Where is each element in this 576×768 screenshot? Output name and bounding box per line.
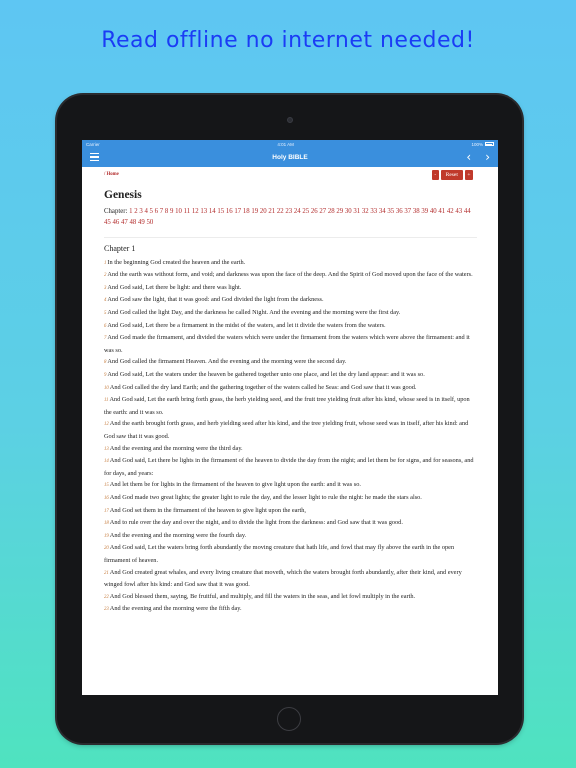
camera-icon	[287, 117, 293, 123]
verse-text: And God said, Let there be light: and there was light.	[107, 283, 242, 291]
verse	[104, 505, 477, 518]
chapter-link[interactable]: 38	[412, 208, 420, 215]
chapter-link[interactable]: 35	[387, 208, 395, 215]
verse	[104, 567, 477, 591]
chapter-link[interactable]: 17	[234, 208, 242, 215]
chapter-link[interactable]: 10	[175, 208, 182, 215]
chapter-link[interactable]: 23	[285, 208, 293, 215]
reset-font-button[interactable]: Reset	[441, 170, 463, 180]
chapter-link[interactable]: 26	[310, 208, 318, 215]
book-title: Genesis	[104, 189, 142, 201]
hamburger-menu-icon[interactable]	[90, 153, 99, 161]
verse-text: And God made two great lights; the greater light to rule the day, and the lesser light to rule the night: he made the stars also.	[109, 493, 422, 501]
chapter-link[interactable]: 12	[191, 208, 199, 215]
chapter-link[interactable]: 14	[208, 208, 216, 215]
chapter-link[interactable]: 41	[438, 208, 446, 215]
chapter-link[interactable]: 40	[429, 208, 437, 215]
chapter-link[interactable]: 47	[121, 218, 128, 226]
chapter-link[interactable]: 32	[361, 208, 369, 215]
carrier-label: Carrier	[86, 141, 100, 147]
chapter-link[interactable]: 30	[344, 208, 352, 215]
verse-text: And God called the firmament Heaven. And the evening and the morning were the second day.	[107, 358, 347, 366]
verse	[104, 369, 477, 382]
verse	[104, 418, 477, 442]
verse-text: And God said, Let there be a firmament in the midst of the waters, and let it divide the waters from the waters.	[107, 321, 386, 329]
verse-number: 8	[104, 360, 107, 366]
chapter-link[interactable]: 8	[164, 208, 169, 215]
verse	[104, 320, 477, 333]
chapter-link[interactable]: 5	[149, 208, 153, 215]
verse-text: In the beginning God created the heaven and the earth.	[107, 258, 246, 266]
verse-text: And let them be for lights in the firmament of the heaven to give light upon the earth: and it was so.	[109, 481, 361, 489]
chapter-link[interactable]: 24	[293, 208, 301, 215]
verse-number: 15	[104, 483, 109, 489]
verse-number: 6	[104, 323, 107, 329]
chapter-link[interactable]: 42	[446, 208, 454, 215]
verse	[104, 591, 477, 604]
verse-number: 21	[104, 570, 109, 576]
chapter-link[interactable]: 33	[370, 208, 378, 215]
verse-text: And to rule over the day and over the night, and to divide the light from the darkness: and God saw that it was good.	[109, 519, 403, 527]
chapter-navigation	[466, 150, 490, 164]
app-screen	[82, 140, 498, 695]
verse-text: And God set them in the firmament of the heaven to give light upon the earth,	[109, 506, 306, 514]
chapter-list	[104, 207, 477, 228]
verse	[104, 394, 477, 418]
verse-text: And the earth brought forth grass, and herb yielding seed after his kind, and the tree yielding fruit, whose seed was in itself, after his kind: and God saw that it was good.	[104, 420, 469, 440]
chapter-link[interactable]: 16	[225, 208, 233, 215]
chapter-link[interactable]: 37	[404, 208, 412, 215]
chapter-link[interactable]: 28	[327, 208, 335, 215]
verse-text: And God called the dry land Earth; and the gathering together of the waters called he Seas: and God saw that it was good.	[109, 383, 417, 391]
chapter-list-label: Chapter:	[104, 208, 128, 215]
breadcrumb-home-link[interactable]: / Home	[104, 172, 119, 177]
divider	[104, 237, 477, 238]
verse-text: And God made the firmament, and divided the waters which were under the firmament from the waters which were above the firmament: and it was so.	[104, 334, 470, 354]
verse-number: 18	[104, 521, 109, 527]
battery-status	[471, 142, 494, 147]
reading-content	[82, 189, 498, 616]
verse	[104, 332, 477, 356]
verse-text: And God blessed them, saying, Be fruitful, and multiply, and fill the waters in the seas, and let fowl multiply in the earth.	[109, 592, 416, 600]
chapter-link[interactable]: 22	[276, 208, 284, 215]
verse-number: 2	[104, 273, 107, 279]
verse-number: 13	[104, 446, 109, 452]
status-bar	[82, 140, 498, 148]
chapter-link[interactable]: 15	[217, 208, 225, 215]
verse-number: 23	[104, 607, 109, 613]
verse	[104, 542, 477, 566]
verse	[104, 356, 477, 369]
verse-number: 16	[104, 495, 109, 501]
chapter-link[interactable]: 2	[134, 208, 138, 215]
verse-number: 1	[104, 260, 107, 266]
chapter-link[interactable]: 25	[302, 208, 310, 215]
verse-list	[104, 257, 477, 616]
chapter-link[interactable]: 3	[139, 208, 143, 215]
verse-text: And God said, Let the earth bring forth grass, the herb yielding seed, and the fruit tree yielding fruit after his kind, whose seed is in itself, upon the earth: and it was so.	[104, 396, 470, 416]
chapter-link[interactable]: 36	[395, 208, 403, 215]
verse-number: 7	[104, 336, 107, 342]
chapter-link[interactable]: 19	[251, 208, 259, 215]
chapter-link[interactable]: 11	[183, 208, 191, 215]
chapter-link[interactable]: 20	[259, 208, 267, 215]
verse	[104, 517, 477, 530]
chapter-link[interactable]: 27	[319, 208, 327, 215]
verse-text: And God said, Let the waters under the heaven be gathered together unto one place, and let the dry land appear: and it was so.	[107, 371, 425, 379]
chapter-link[interactable]: 18	[242, 208, 250, 215]
verse	[104, 530, 477, 543]
verse	[104, 307, 477, 320]
verse	[104, 455, 477, 479]
verse-number: 4	[104, 298, 107, 304]
chapter-link[interactable]: 1	[129, 208, 133, 215]
chapter-link[interactable]: 21	[268, 208, 276, 215]
verse-number: 17	[104, 508, 109, 514]
increase-font-button[interactable]: +	[465, 170, 473, 180]
chapter-link[interactable]: 45	[104, 218, 111, 226]
verse-number: 20	[104, 546, 109, 552]
verse-text: And the evening and the morning were the fifth day.	[109, 605, 242, 613]
chapter-link[interactable]: 49	[138, 218, 145, 226]
verse-number: 22	[104, 594, 109, 600]
verse	[104, 479, 477, 492]
battery-icon	[485, 142, 494, 146]
verse-number: 19	[104, 533, 109, 539]
verse	[104, 492, 477, 505]
tablet-device-frame	[57, 95, 522, 743]
navigation-bar	[82, 148, 498, 167]
decrease-font-button[interactable]: -	[432, 170, 439, 180]
verse	[104, 257, 477, 270]
verse-text: And God called the light Day, and the darkness he called Night. And the evening and the morning were the first day.	[107, 309, 401, 317]
home-button[interactable]	[277, 707, 301, 731]
battery-percent: 100%	[471, 141, 483, 147]
chapter-link[interactable]: 7	[159, 208, 164, 215]
verse-text: And God said, Let the waters bring forth abundantly the moving creature that hath life, and fowl that may fly above the earth in the open firmament of heaven.	[104, 544, 455, 564]
verse	[104, 443, 477, 456]
chapter-link[interactable]: 29	[336, 208, 344, 215]
verse-number: 10	[104, 385, 109, 391]
chapter-link[interactable]: 6	[154, 208, 159, 215]
verse	[104, 603, 477, 616]
chapter-link[interactable]: 50	[146, 218, 154, 226]
toolbar-row	[82, 167, 498, 183]
verse-text: And the evening and the morning were the fourth day.	[109, 531, 247, 539]
chapter-link[interactable]: 46	[112, 218, 120, 226]
verse-number: 14	[104, 459, 109, 465]
verse-number: 11	[104, 398, 109, 404]
verse-text: And the earth was without form, and void; and darkness was upon the face of the deep. And the Spirit of God moved upon the face of the waters.	[107, 271, 473, 279]
chapter-link[interactable]: 34	[378, 208, 386, 215]
chapter-heading: Chapter 1	[104, 244, 136, 254]
chapter-link[interactable]: 44	[463, 208, 471, 215]
chevron-right-icon[interactable]: ›	[485, 150, 490, 164]
chevron-left-icon[interactable]: ‹	[466, 150, 472, 164]
chapter-link[interactable]: 9	[169, 208, 174, 215]
nav-title: Holy BIBLE	[272, 154, 308, 161]
promo-headline: Read offline no internet needed!	[101, 28, 475, 53]
verse	[104, 269, 477, 282]
verse-text: And God created great whales, and every living creature that moveth, which the waters brought forth abundantly, after their kind, and every winged fowl after his kind: and God saw that it was good.	[104, 568, 462, 589]
chapter-link[interactable]: 4	[144, 208, 148, 215]
verse-text: And God said, Let there be lights in the firmament of the heaven to divide the day from the night; and let them be for signs, and for seasons, and for days, and years:	[104, 457, 474, 477]
verse	[104, 382, 477, 395]
chapter-link[interactable]: 13	[200, 208, 208, 215]
verse-number: 9	[104, 373, 107, 379]
chapter-link[interactable]: 31	[353, 208, 361, 215]
verse-number: 5	[104, 311, 107, 317]
font-size-controls	[432, 170, 473, 180]
chapter-link[interactable]: 43	[455, 208, 463, 215]
clock: 4:01 AM	[277, 141, 294, 147]
verse-number: 3	[104, 285, 107, 291]
verse	[104, 294, 477, 307]
verse	[104, 282, 477, 295]
verse-text: And the evening and the morning were the third day.	[109, 444, 243, 452]
verse-number: 12	[104, 422, 109, 428]
verse-text: And God saw the light, that it was good: and God divided the light from the darkness.	[107, 296, 324, 304]
chapter-link[interactable]: 39	[421, 208, 429, 215]
chapter-link[interactable]: 48	[129, 218, 137, 226]
